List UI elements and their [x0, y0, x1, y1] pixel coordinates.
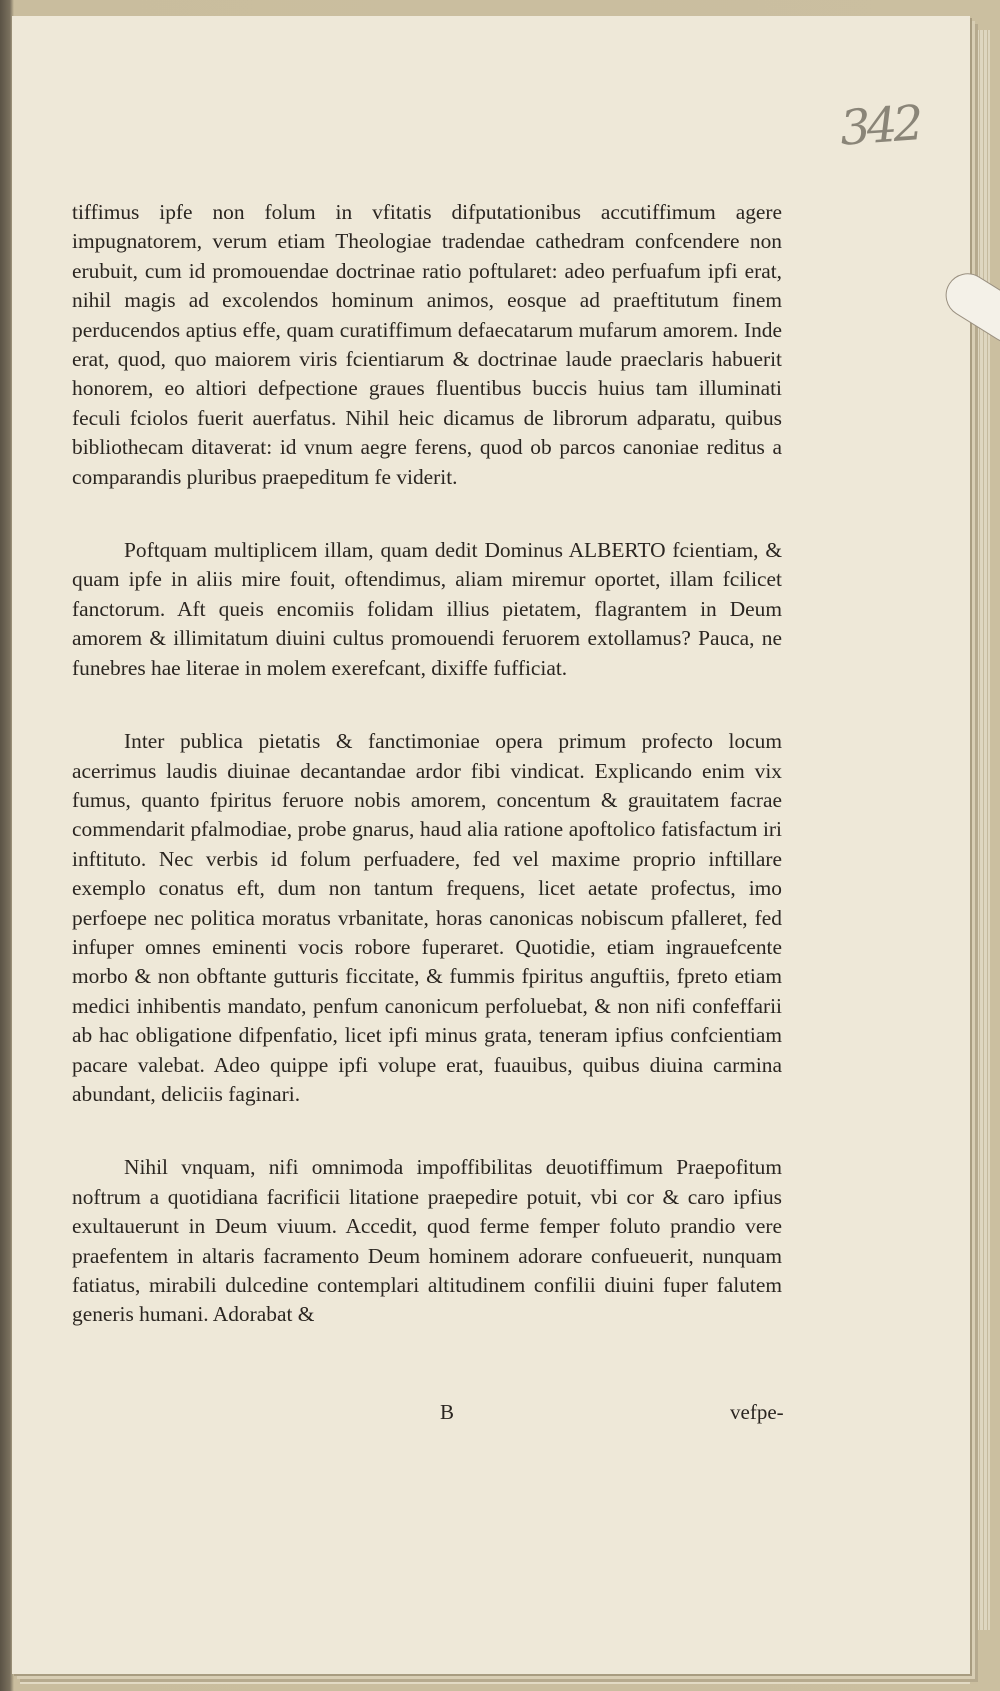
folio-number: 342 [838, 95, 922, 157]
book-page [12, 16, 970, 1674]
page-stack-edge-right [968, 30, 990, 1630]
paragraph-1: tiffimus ipfe non folum in vfitatis difputationibus accutiffimum agere impugnatorem, verum etiam Theologiae tradendae cathedram confcendere non erubuit, cum id promouendae doctrinae ratio poftularet: adeo perfuafum ipfi erat, nihil magis ad excolendos hominum animos, eosque ad praeftitutum finem perducendos aptius effe, quam curatiffimum defaecatarum mufarum amorem. Inde erat, quod, quo maiorem viris fcientiarum & doctrinae laude praeclaris habuerit honorem, eo altiori defpectione graues fluentibus buccis huius tam illuminati feculi fciolos fuerit auerfatus. Nihil heic dicamus de librorum adparatu, quibus bibliothecam ditaverat: id vnum aegre ferens, quod ob parcos canoniae reditus a comparandis pluribus praepeditum fe viderit. [72, 200, 782, 489]
body-text [72, 198, 782, 1330]
catchword: vefpe- [730, 1400, 784, 1424]
signature-mark: B [440, 1400, 455, 1424]
paragraph-4: Nihil vnquam, nifi omnimoda impoffibilitas deuotiffimum Praepofitum noftrum a quotidiana facrificii litatione praepedire potuit, vbi cor & caro ipfius exultauerunt in Deum viuum. Accedit, quod ferme femper foluto prandio vere praefentem in altaris facramento Deum hominem adorare confueuerit, nunquam fatiatus, mirabili dulcedine contemplari altitudinem confilii diuini fuper falutem generis humani. Adorabat & [72, 1155, 782, 1327]
paragraph-2: Poftquam multiplicem illam, quam dedit Dominus ALBERTO fcientiam, & quam ipfe in aliis mire fouit, oftendimus, aliam miremur oportet, illam fcilicet fanctorum. Aft queis encomiis folidam illius pietatem, flagrantem in Deum amorem & illimitatum diuini cultus promouendi feruorem extollamus? Pauca, ne funebres hae literae in molem exerefcant, dixiffe fufficiat. [72, 538, 782, 680]
paragraph-3: Inter publica pietatis & fanctimoniae opera primum profecto locum acerrimus laudis diuinae decantandae ardor fibi vindicat. Explicando enim vix fumus, quanto fpiritus feruore nobis amorem, concentum & grauitatem facrae commendarit pfalmodiae, probe gnarus, haud alia ratione apoftolico fatisfactum iri inftituto. Nec verbis id folum perfuadere, fed vel maxime proprio inftillare exemplo conatus eft, dum non tantum frequens, licet aetate profectus, imo perfoepe nec politica moratus vrbanitate, horas canonicas nobiscum pfalleret, fed infuper omnes eminenti vocis robore fuperaret. Quotidie, etiam ingrauefcente morbo & non obftante gutturis ficcitate, & fummis fpiritus anguftiis, fpreto etiam medici inhibentis mandato, penfum canonicum perfoluebat, & non nifi confeffarii ab hac obligatione difpenfatio, licet ipfi minus grata, teneram ipfius confcientiam pacare valebat. Adeo quippe ipfi volupe erat, fuauibus, quibus diuina carmina abundant, deliciis faginari. [72, 729, 782, 1106]
